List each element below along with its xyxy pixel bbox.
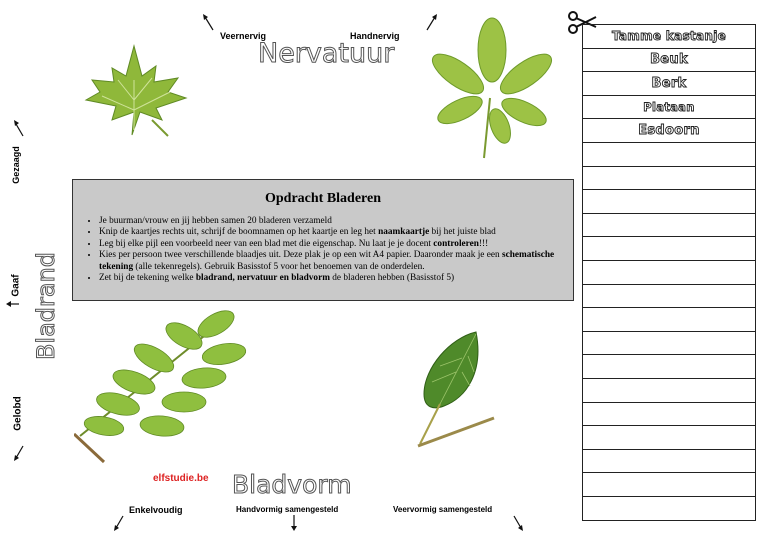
name-card: Esdoorn: [583, 119, 755, 143]
name-card: Plataan: [583, 96, 755, 120]
assignment-list: [73, 216, 573, 284]
name-card: [583, 403, 755, 427]
bullet-emphasis: schematische tekening: [99, 250, 555, 272]
arrow-handvormig: [288, 514, 300, 532]
label-handvormig: Handvormig samengesteld: [236, 505, 339, 514]
name-card: [583, 450, 755, 474]
name-card: [583, 355, 755, 379]
name-card: [583, 143, 755, 167]
assignment-bullet: [99, 239, 567, 250]
name-card: [583, 285, 755, 309]
label-gaaf: Gaaf: [10, 274, 22, 297]
bullet-emphasis: naamkaartje: [378, 227, 430, 238]
assignment-bullet: [99, 273, 567, 284]
name-cards: [582, 24, 756, 521]
name-card: [583, 426, 755, 450]
arrow-veervormig: [512, 514, 526, 532]
ash-leaf-image: [74, 306, 256, 466]
assignment-bullet: [99, 216, 567, 227]
name-card: Beuk: [583, 49, 755, 73]
name-card: [583, 332, 755, 356]
assignment-bullet: [99, 227, 567, 238]
bullet-emphasis: bladrand, nervatuur en bladvorm: [195, 273, 330, 284]
watermark: elfstudie.be: [150, 472, 212, 485]
nervatuur-title: Nervatuur: [258, 38, 395, 69]
name-card: [583, 497, 755, 521]
name-card: [583, 379, 755, 403]
name-card: Tamme kastanje: [583, 25, 755, 49]
label-veervormig: Veervormig samengesteld: [393, 505, 493, 514]
assignment-box: [72, 179, 574, 301]
assignment-title: Opdracht Bladeren: [264, 191, 382, 206]
arrow-enkelvoudig: [112, 514, 126, 532]
name-card: [583, 308, 755, 332]
name-card: [583, 167, 755, 191]
arrow-gezaagd: [12, 120, 26, 138]
bullet-text: (alle tekenregels). Gebruik Basisstof 5 voor het benoemen van de onderdelen.: [133, 261, 425, 272]
bullet-text: Je buurman/vrouw en jij hebben samen 20 bladeren verzameld: [99, 216, 332, 226]
bullet-text: Kies per persoon twee verschillende blaadjes uit. Deze plak je op een wit A4 papier. Daaronder maak je een: [99, 250, 502, 261]
name-card: [583, 237, 755, 261]
label-handnervig: Handnervig: [350, 31, 400, 41]
chestnut-leaf-image: [428, 16, 558, 160]
label-enkelvoudig: Enkelvoudig: [129, 505, 183, 515]
bullet-text: !!!: [478, 238, 489, 249]
bladrand-title: Bladrand: [32, 251, 60, 361]
arrow-veernervig: [202, 14, 216, 32]
name-card: [583, 214, 755, 238]
label-veernervig: Veernervig: [220, 31, 267, 41]
bullet-text: de bladeren hebben (Basisstof 5): [329, 273, 455, 284]
arrow-gelobd: [12, 444, 26, 462]
birch-leaf-image: [410, 328, 496, 450]
name-card: [583, 190, 755, 214]
bullet-text: bij het juiste blad: [429, 227, 496, 238]
bullet-text: Zet bij de tekening welke: [99, 273, 196, 284]
label-gezaagd: Gezaagd: [11, 146, 21, 184]
bladvorm-title: Bladvorm: [232, 470, 352, 499]
assignment-bullet: [99, 250, 567, 273]
bullet-emphasis: controleren: [433, 238, 479, 249]
maple-leaf-image: [82, 40, 194, 140]
bullet-text: Leg bij elke pijl een voorbeeld neer van een blad met die eigenschap. Nu laat je je docent: [99, 238, 434, 249]
name-card: Berk: [583, 72, 755, 96]
name-card: [583, 473, 755, 497]
name-card: [583, 261, 755, 285]
label-gelobd: Gelobd: [12, 396, 24, 431]
bullet-text: Knip de kaartjes rechts uit, schrijf de boomnamen op het kaartje en leg het: [99, 227, 379, 238]
